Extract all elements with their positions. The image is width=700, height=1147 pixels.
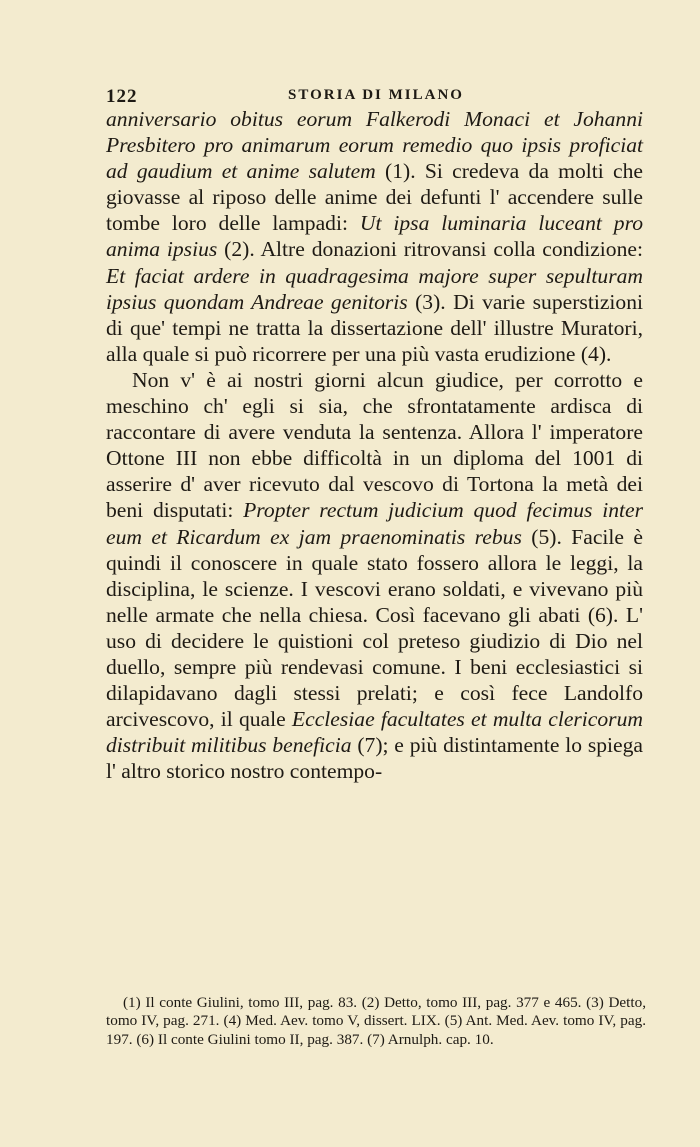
latin-quotation: Ut ipsa luminaria luceant pro anima ipsius xyxy=(106,211,643,262)
text-run: Non v' è ai nostri giorni alcun giudice, per corrotto e meschino ch' egli si sia, che sfrontatamente ardisca di raccontare di avere venduta la sentenza. Allora l' imperatore Ottone III non ebbe difficoltà in un diploma del 1001 di asserire d' aver ricevuto dal vescovo di Tortona la metà dei beni disputati: xyxy=(106,367,643,523)
page-header xyxy=(106,86,646,108)
body-text xyxy=(106,106,643,784)
latin-quotation: anniversario obitus eorum Falkerodi Monaci et Johanni Presbitero pro animarum eorum remedio quo ipsis proficiat ad gaudium et anime salutem xyxy=(106,107,643,184)
footnote-text: (1) Il conte Giulini, tomo III, pag. 83. (2) Detto, tomo III, pag. 377 e 465. (3) Detto, tomo IV, pag. 271. (4) Med. Aev. tomo V, dissert. LIX. (5) Ant. Med. Aev. tomo IV, pag. 197. (6) Il conte Giulini tomo II, pag. 387. (7) Arnulph. cap. 10. xyxy=(106,994,646,1048)
running-title: STORIA DI MILANO xyxy=(288,87,464,103)
page-number: 122 xyxy=(106,86,138,107)
footnotes xyxy=(106,994,646,1049)
latin-quotation: Propter rectum judicium quod fecimus inter eum et Ricardum ex jam praenominatis rebus xyxy=(106,498,644,549)
latin-quotation: Ecclesiae facultates et multa clericorum distribuit militibus beneficia xyxy=(106,707,643,758)
latin-quotation: Et faciat ardere in quadragesima majore super sepulturam ipsius quondam Andreae genitoris xyxy=(106,263,643,314)
text-run: (3). Di varie superstizioni di que' tempi ne tratta la dissertazione dell' illustre Muratori, alla quale si può ricorrere per una più vasta erudizione (4). xyxy=(106,289,643,366)
text-run: (7); e più distintamente lo spiega l' altro storico nostro contempo- xyxy=(106,733,643,784)
text-run: (5). Facile è quindi il conoscere in quale stato fossero allora le leggi, la disciplina, le scienze. I vescovi erano soldati, e vivevano più nelle armate che nella chiesa. Così facevano gli abati (6). L' uso di decidere le quistioni col preteso giudizio di Dio nel duello, sempre più rendevasi comune. I beni ecclesiastici si dilapidavano dagli stessi prelati; e così fece Landolfo arcivescovo, il quale xyxy=(106,524,643,732)
paragraph xyxy=(106,367,643,785)
paragraph xyxy=(106,106,643,367)
text-run: (1). Si credeva da molti che giovasse al riposo delle anime dei defunti l' accendere sulle tombe loro delle lampadi: xyxy=(106,159,643,236)
text-run: (2). Altre donazioni ritrovansi colla condizione: xyxy=(217,237,643,262)
